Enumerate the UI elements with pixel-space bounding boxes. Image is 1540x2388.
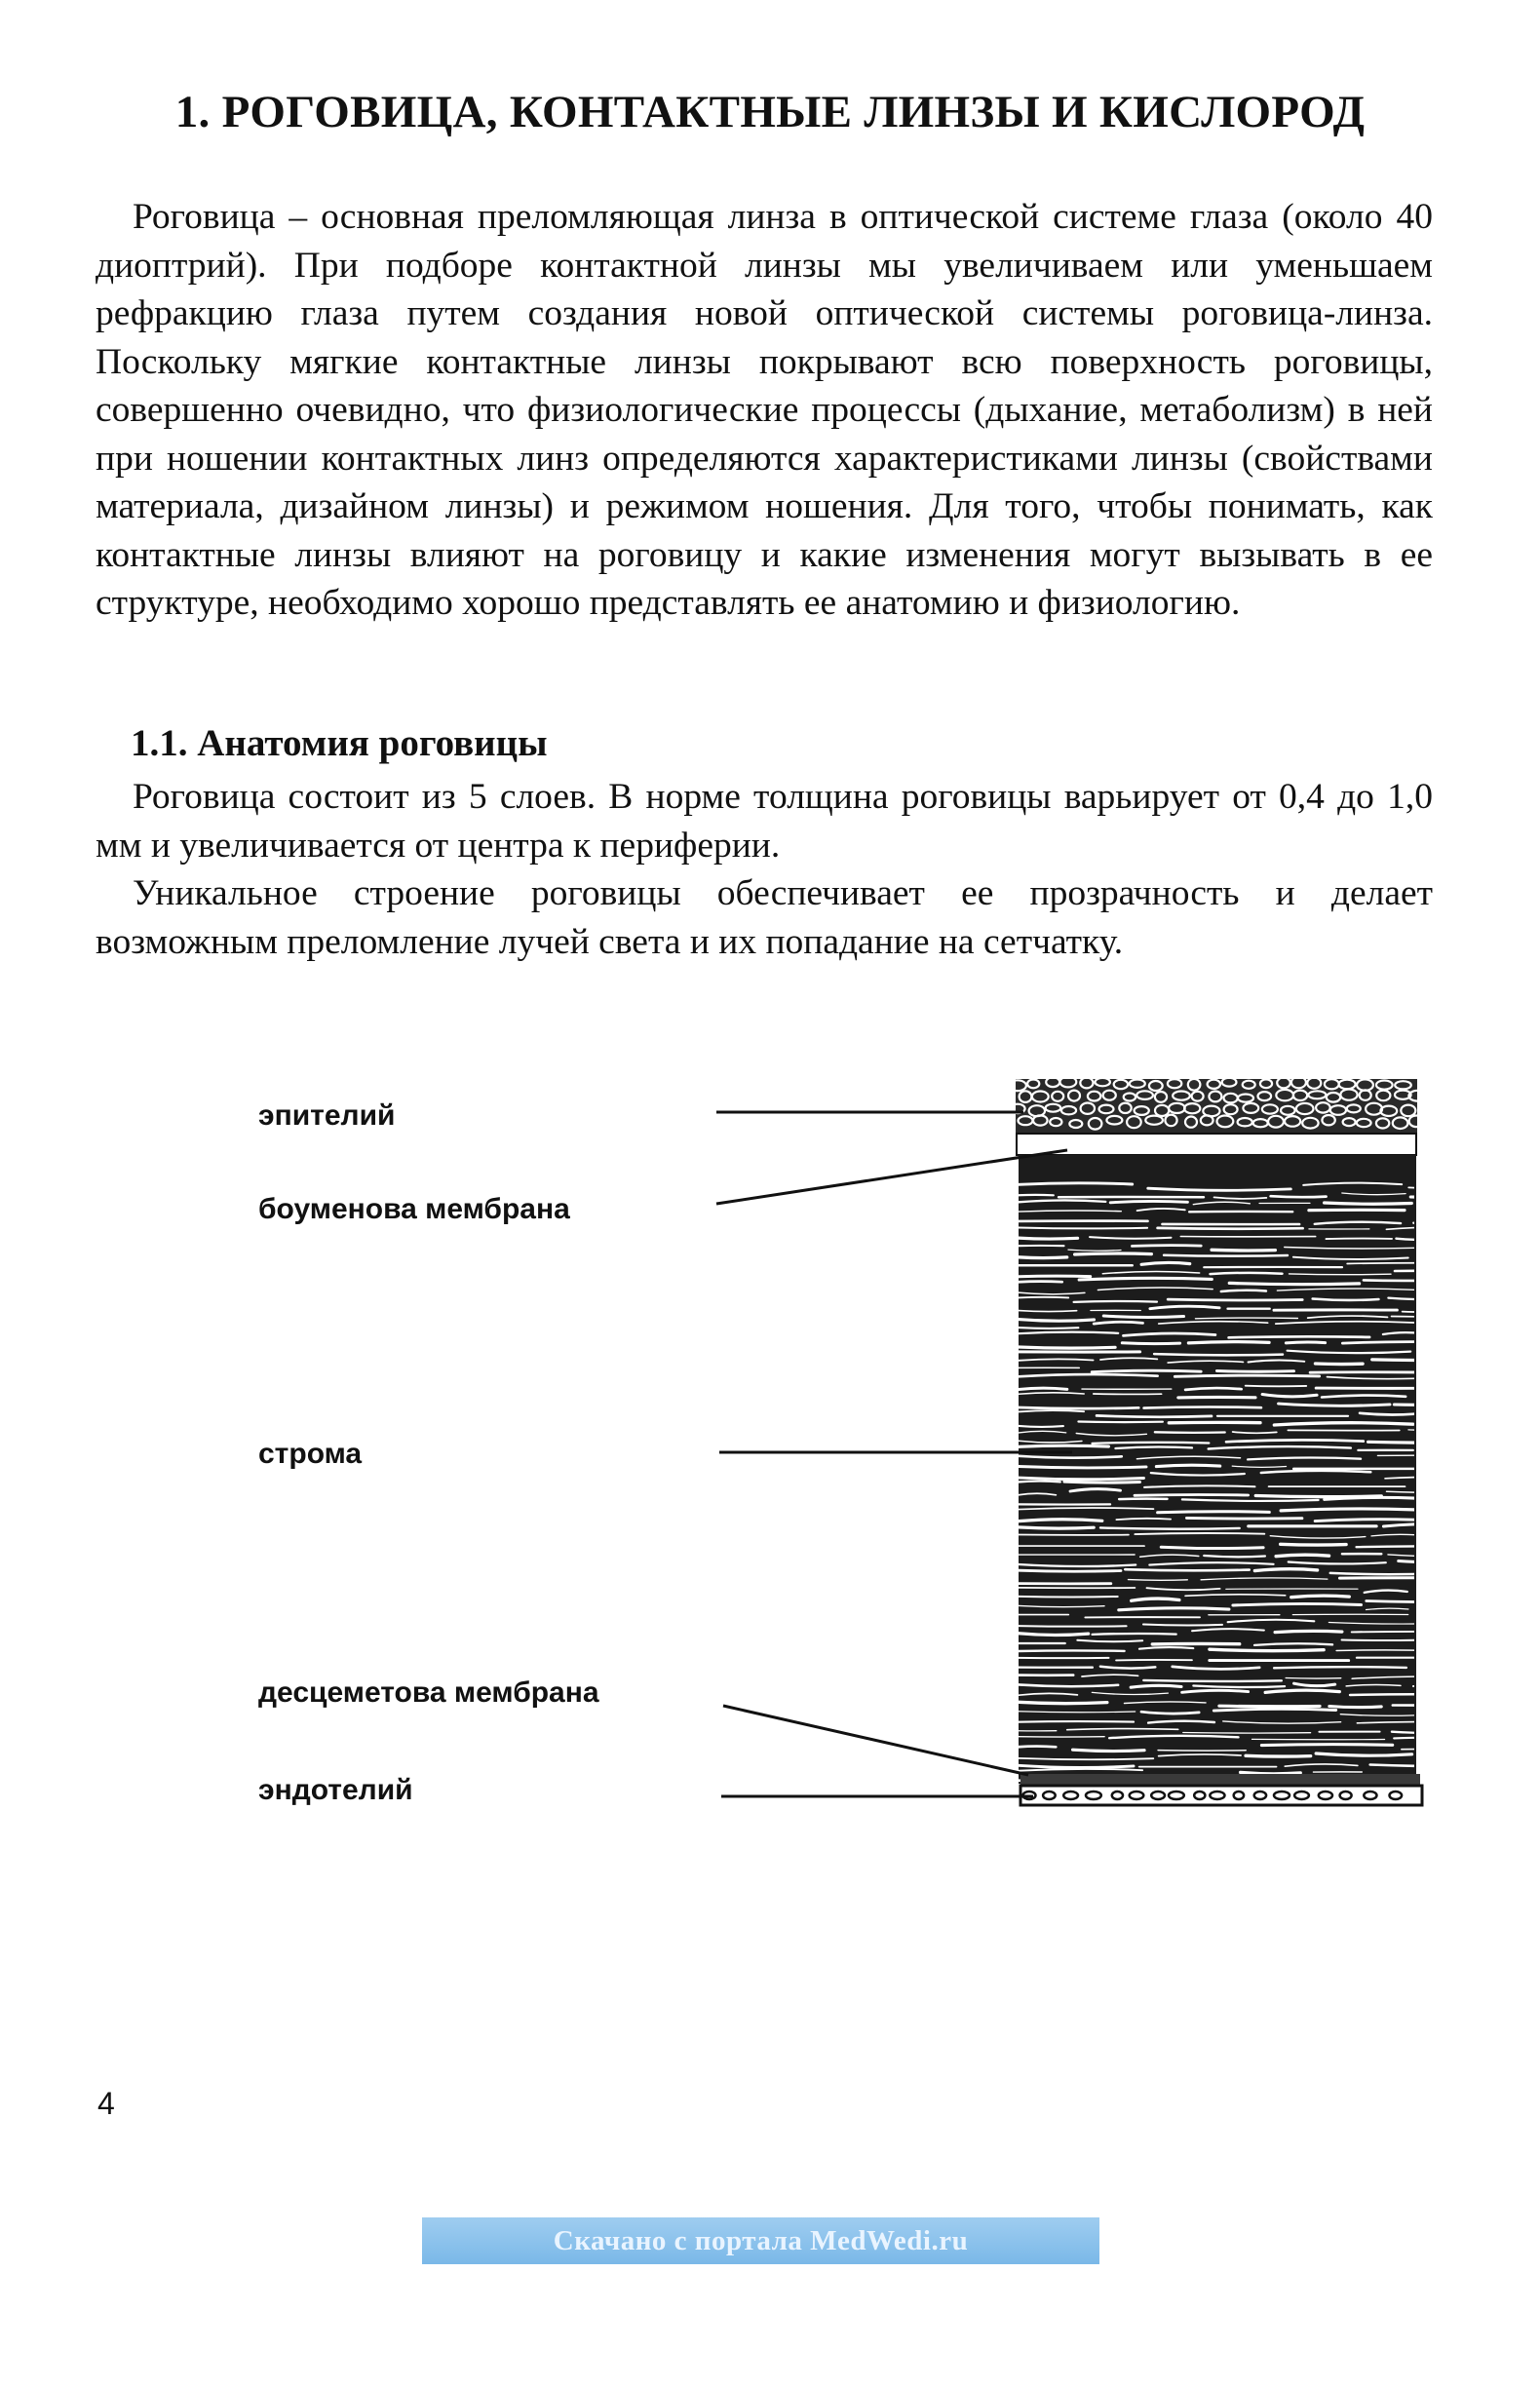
stroma-fiber [1387, 1491, 1506, 1492]
stroma-fiber [1079, 1278, 1212, 1280]
epithelium-layer [1009, 1077, 1426, 1135]
watermark-text: Скачано с портала MedWedi.ru [553, 2224, 969, 2256]
stroma-fiber [1210, 1273, 1282, 1274]
label-stroma: строма [258, 1438, 363, 1470]
bowman-membrane-layer [1017, 1134, 1416, 1155]
stroma-fiber [1219, 1706, 1320, 1707]
stroma-fiber [1132, 1246, 1201, 1247]
stroma-fiber [1186, 1518, 1301, 1519]
stroma-fiber [1014, 1527, 1094, 1529]
stroma-fiber [1014, 1721, 1134, 1722]
stroma-fiber [1161, 1547, 1263, 1548]
stroma-fiber [1188, 1342, 1269, 1343]
stroma-fiber [1014, 1570, 1121, 1571]
stroma-fiber [1286, 1342, 1325, 1343]
stroma-fiber [1396, 1239, 1442, 1240]
stroma-fiber [1078, 1422, 1162, 1423]
stroma-fiber [1212, 1250, 1275, 1251]
stroma-fiber [1100, 1527, 1240, 1528]
label-descemet-membrane: десцеметова мембрана [258, 1676, 599, 1709]
stroma-fiber [1233, 1603, 1362, 1605]
endothelium-layer [1020, 1786, 1422, 1805]
stroma-fiber [1183, 1733, 1311, 1734]
stroma-fiber [1204, 1556, 1265, 1557]
intro-paragraph: Роговица – основная преломляющая линза в оптической системе глаза (около 40 диоптрий). При подборе контактной линзы мы увеличиваем или уменьшаем рефракцию глаза путем создания новой оптической системы роговица-линза. Поскольку мягкие контактные линзы покрывают всю поверхность роговицы, совершенно очевидно, что физиологические процессы (дыхание, метаболизм) в ней при ношении контактных линз определяются характеристиками линзы (свойствами материала, дизайном линзы) и режимом ношения. Для того, чтобы понимать, как контактные линзы влияют на роговицу и какие изменения могут вызывать в ее структуре, необходимо хорошо представлять ее анатомию и физиологию. [96, 197, 1433, 623]
stroma-fiber [1164, 1255, 1288, 1256]
label-endothelium: эндотелий [258, 1774, 413, 1806]
stroma-fiber [1388, 1298, 1477, 1300]
stroma-fiber [1158, 1512, 1270, 1513]
stroma-fiber [1326, 1239, 1392, 1240]
stroma-fiber [1241, 1772, 1301, 1773]
stroma-fiber [1229, 1283, 1359, 1284]
stroma-fiber [1261, 1745, 1392, 1746]
stroma-fiber [1014, 1466, 1146, 1468]
stroma-fiber [1014, 1257, 1067, 1258]
stroma-fiber [1291, 1596, 1350, 1598]
stroma-fiber [1073, 1750, 1145, 1751]
stroma-fiber [1152, 1643, 1239, 1644]
stroma-fiber [1342, 1640, 1420, 1641]
stroma-fiber [1143, 1625, 1222, 1626]
stroma-fiber [1093, 1443, 1210, 1444]
label-epithelium: эпителий [258, 1099, 396, 1132]
stroma-fiber [1195, 1318, 1297, 1319]
stroma-fiber [1367, 1601, 1512, 1602]
stroma-fiber [1014, 1238, 1078, 1239]
stroma-fiber [1125, 1569, 1250, 1570]
stroma-fiber [1103, 1316, 1183, 1317]
stroma-fiber [1141, 1262, 1190, 1264]
stroma-fiber [1158, 1751, 1246, 1752]
stroma-fiber [1116, 1660, 1192, 1661]
stroma-fiber [1014, 1276, 1091, 1277]
stroma-fiber [1014, 1282, 1062, 1283]
stroma-fiber [1158, 1228, 1303, 1229]
stroma-fiber [1154, 1354, 1283, 1355]
stroma-fiber [1342, 1342, 1463, 1343]
stroma-fiber [1074, 1301, 1157, 1302]
stroma-fiber [1097, 1415, 1212, 1416]
stroma-fiber [1399, 1561, 1521, 1563]
cornea-block [1009, 1077, 1540, 1806]
stroma-fiber [1372, 1360, 1465, 1361]
section-paragraph-2: Уникальное строение роговицы обеспечивает ее прозрачность и делает возможным преломление лучей света и их попадание на сетчатку. [96, 873, 1433, 962]
stroma-fiber [1325, 1203, 1412, 1204]
stroma-fiber [1221, 1290, 1266, 1291]
stroma-fiber [1275, 1631, 1342, 1632]
stroma-fiber [1274, 1667, 1406, 1668]
stroma-fiber [1014, 1227, 1147, 1228]
stroma-fiber [1210, 1649, 1324, 1650]
bowman-leader-line [716, 1150, 1067, 1204]
stroma-fiber [1417, 1213, 1510, 1215]
stroma-fiber [1014, 1195, 1054, 1196]
stroma-fiber [1014, 1297, 1068, 1298]
stroma-fiber [1014, 1702, 1107, 1704]
stroma-fiber [1350, 1694, 1474, 1695]
stroma-fiber [1383, 1524, 1474, 1526]
stroma-fiber [1168, 1299, 1302, 1300]
stroma-fiber [1370, 1765, 1516, 1767]
stroma-fiber [1415, 1393, 1540, 1395]
stroma-fiber [1014, 1347, 1115, 1348]
stroma-fiber [1385, 1477, 1492, 1479]
stroma-fiber [1014, 1328, 1078, 1329]
stroma-fiber [1135, 1533, 1264, 1534]
section-title: 1.1. Анатомия роговицы [131, 722, 548, 764]
stroma-fiber [1254, 1569, 1317, 1571]
section-paragraph-1: Роговица состоит из 5 слоев. В норме толщина роговицы варьирует от 0,4 до 1,0 мм и увеличивается от центра к периферии. [96, 777, 1433, 866]
stroma-fiber [1174, 1375, 1319, 1376]
stroma-fiber [1143, 1680, 1281, 1681]
stroma-layer [1014, 1155, 1540, 1786]
stroma-fiber [1014, 1597, 1118, 1598]
stroma-fiber [1286, 1678, 1341, 1679]
stroma-fiber [1144, 1406, 1261, 1407]
stroma-fiber [1093, 1634, 1176, 1635]
stroma-fiber [1357, 1546, 1497, 1547]
stroma-fiber [1281, 1544, 1346, 1545]
stroma-fiber [1330, 1573, 1436, 1574]
stroma-fiber [1392, 1317, 1536, 1318]
stroma-fiber [1336, 1650, 1426, 1651]
stroma-fiber [1110, 1201, 1187, 1202]
stroma-fiber [1271, 1196, 1327, 1197]
stroma-fiber [1413, 1223, 1494, 1224]
stroma-fiber [1075, 1253, 1152, 1254]
stroma-fiber [1329, 1707, 1381, 1708]
stroma-fiber [1368, 1442, 1502, 1443]
stroma-fiber [1014, 1626, 1127, 1627]
stroma-fiber [1246, 1386, 1306, 1387]
stroma-fiber [1408, 1187, 1489, 1188]
stroma-fiber [1364, 1280, 1436, 1281]
stroma-fiber [1276, 1555, 1329, 1557]
label-bowman-membrane: боуменова мембрана [258, 1193, 570, 1225]
stroma-fiber [1216, 1371, 1293, 1372]
descemet-membrane-layer [1020, 1774, 1420, 1786]
stroma-fiber [1246, 1755, 1311, 1756]
stroma-fiber [1122, 1343, 1179, 1344]
stroma-fiber [1014, 1650, 1125, 1651]
stroma-fiber [1014, 1445, 1108, 1446]
page-number: 4 [97, 2086, 115, 2121]
stroma-fiber [1064, 1482, 1139, 1483]
stroma-fiber [1229, 1336, 1369, 1337]
stroma-fiber [1416, 1588, 1478, 1589]
watermark-banner[interactable] [422, 2217, 1099, 2264]
stroma-fiber [1313, 1299, 1379, 1300]
stroma-fiber [1408, 1430, 1475, 1431]
stroma-fiber [1392, 1732, 1469, 1733]
stroma-fiber [1092, 1370, 1201, 1371]
stroma-fiber [1155, 1432, 1225, 1433]
chapter-title: 1. РОГОВИЦА, КОНТАКТНЫЕ ЛИНЗЫ И КИСЛОРОД [174, 87, 1366, 137]
stroma-fiber [1135, 1495, 1249, 1496]
stroma-fiber [1014, 1747, 1056, 1748]
stroma-fiber [1014, 1407, 1138, 1408]
stroma-fiber [1156, 1465, 1219, 1466]
stroma-fiber [1403, 1312, 1540, 1313]
stroma-fiber [1315, 1364, 1363, 1365]
stroma-fiber [1357, 1721, 1497, 1722]
descemet-leader-line [723, 1706, 1028, 1775]
stroma-fiber [1128, 1580, 1187, 1581]
